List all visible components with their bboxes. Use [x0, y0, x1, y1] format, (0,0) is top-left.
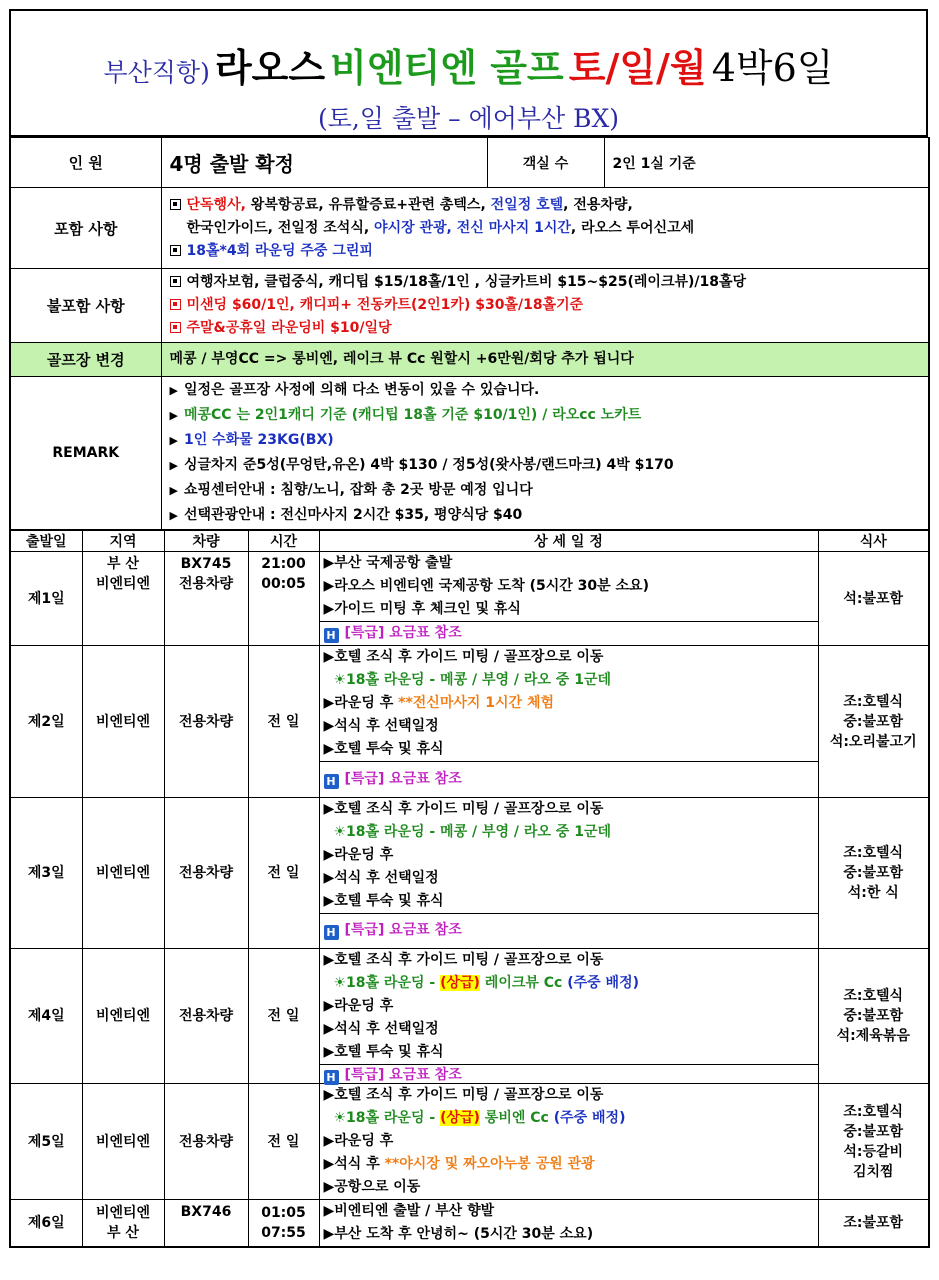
schedule-row	[10, 949, 929, 1084]
detail-line: ▶호텔 조식 후 가이드 미팅 / 골프장으로 이동	[323, 1087, 604, 1103]
region-cell: 비엔티엔 부 산	[82, 1200, 164, 1248]
arrow-icon: ▶	[169, 434, 178, 447]
vehicle-cell	[164, 552, 248, 646]
title-box	[9, 9, 928, 137]
meals-cell: 조:호텔식 중:불포함 석:오리불고기	[818, 646, 929, 798]
header-time: 시간	[248, 531, 319, 552]
included-text: , 전용차량,	[563, 196, 633, 213]
detail-line: ▶석식 후 **야시장 및 짜오아누봉 공원 관광	[323, 1156, 595, 1172]
time-text: 21:00	[261, 556, 306, 572]
detail-line: ▶라운딩 후	[323, 1133, 394, 1149]
meals-cell: 조:호텔식 중:불포함 석:한 식	[818, 798, 929, 949]
meals-cell: 석:불포함	[818, 552, 929, 646]
arrow-icon: ▶	[169, 509, 178, 522]
schedule-row	[10, 1084, 929, 1200]
info-table	[9, 137, 930, 530]
golf-change-row	[10, 343, 929, 377]
time-cell: 01:05 07:55	[248, 1200, 319, 1248]
region-cell: 비엔티엔	[82, 949, 164, 1084]
remark-label: REMARK	[10, 377, 161, 530]
region-cell: 비엔티엔	[82, 1084, 164, 1200]
detail-line: ▶공항으로 이동	[323, 1179, 421, 1195]
vehicle-cell: 전용차량	[164, 646, 248, 798]
arrow-icon: ▶	[169, 384, 178, 397]
arrow-icon: ▶	[169, 409, 178, 422]
day-cell: 제5일	[10, 1084, 82, 1200]
special-note: H [특급] 요금표 참조	[320, 913, 818, 947]
itinerary-document	[9, 9, 928, 1248]
region-cell: 비엔티엔	[82, 646, 164, 798]
checkbox-icon	[170, 199, 181, 210]
special-note: H [특급] 요금표 참조	[320, 761, 818, 796]
excluded-row	[10, 269, 929, 343]
detail-line: ▶호텔 조식 후 가이드 미팅 / 골프장으로 이동	[323, 649, 604, 665]
detail-line: ▶비엔티엔 출발 / 부산 향발	[323, 1203, 495, 1219]
room-value: 2인 1실 기준	[604, 138, 929, 188]
schedule-row	[10, 646, 929, 798]
title-city: 비엔티엔 골프	[330, 45, 564, 90]
header-date: 출발일	[10, 531, 82, 552]
detail-line: ▶석식 후 선택일정	[323, 1021, 439, 1037]
region-text: 부 산	[107, 556, 139, 572]
meals-cell: 조:호텔식 중:불포함 석:등갈비 김치찜	[818, 1084, 929, 1200]
detail-line: ☀18홀 라운딩 - (상급) 레이크뷰 Cc (주중 배정)	[333, 975, 639, 991]
detail-line: ▶호텔 투숙 및 휴식	[323, 741, 444, 757]
excluded-label: 불포함 사항	[10, 269, 161, 343]
detail-line: ▶부산 국제공항 출발	[323, 555, 453, 571]
included-text: 야시장 관광, 전신 마사지 1시간	[374, 219, 571, 236]
detail-line: ▶호텔 투숙 및 휴식	[323, 1044, 444, 1060]
schedule-header	[10, 531, 929, 552]
included-text: 한국인가이드, 전일정 조석식,	[186, 219, 375, 236]
time-cell: 전 일	[248, 1084, 319, 1200]
hotel-icon: H	[324, 628, 339, 643]
included-content	[161, 188, 929, 269]
day-cell: 제4일	[10, 949, 82, 1084]
day-cell: 제2일	[10, 646, 82, 798]
detail-line: ▶라운딩 후 **전신마사지 1시간 체험	[323, 695, 554, 711]
title-duration: 4박6일	[711, 46, 834, 90]
remark-text: 쇼핑센터안내 : 침향/노니, 잡화 총 2곳 방문 예정 입니다	[183, 482, 533, 498]
checkbox-icon	[170, 245, 181, 256]
arrow-icon: ▶	[169, 484, 178, 497]
hotel-icon: H	[324, 925, 339, 940]
header-meals: 식사	[818, 531, 929, 552]
page-title	[11, 37, 926, 92]
vehicle-text: BX745	[180, 556, 232, 572]
time-cell: 전 일	[248, 646, 319, 798]
detail-cell	[319, 949, 818, 1084]
people-label: 인 원	[10, 138, 161, 188]
meals-cell: 조:불포함	[818, 1200, 929, 1248]
time-cell	[248, 552, 319, 646]
people-value: 4명 출발 확정	[161, 138, 487, 188]
included-text: 단독행사,	[186, 196, 246, 213]
included-text: 전일정 호텔	[490, 196, 564, 213]
detail-line: ☀18홀 라운딩 - (상급) 롱비엔 Cc (주중 배정)	[333, 1110, 626, 1126]
hotel-icon: H	[324, 774, 339, 789]
remark-text: 1인 수화물 23KG(BX)	[183, 432, 334, 448]
remark-text: 일정은 골프장 사정에 의해 다소 변동이 있을 수 있습니다.	[183, 382, 540, 398]
arrow-icon: ▶	[169, 459, 178, 472]
detail-line: ▶석식 후 선택일정	[323, 718, 439, 734]
vehicle-text: 전용차량	[178, 576, 234, 592]
special-note: H [특급] 요금표 참조	[320, 1064, 818, 1082]
included-text: 왕복항공료, 유류할증료+관련 총텍스,	[245, 196, 491, 213]
detail-line: ▶부산 도착 후 안녕히~ (5시간 30분 소요)	[323, 1226, 594, 1242]
region-cell	[82, 552, 164, 646]
time-text: 00:05	[261, 576, 306, 592]
included-row	[10, 188, 929, 269]
meals-cell: 조:호텔식 중:불포함 석:제육볶음	[818, 949, 929, 1084]
vehicle-cell: 전용차량	[164, 949, 248, 1084]
detail-line: ▶호텔 조식 후 가이드 미팅 / 골프장으로 이동	[323, 952, 604, 968]
included-label: 포함 사항	[10, 188, 161, 269]
people-row	[10, 138, 929, 188]
included-text: 18홀*4회 라운딩 주중 그린피	[186, 242, 373, 259]
checkbox-icon	[170, 276, 181, 287]
time-cell: 전 일	[248, 949, 319, 1084]
vehicle-cell: 전용차량	[164, 798, 248, 949]
remark-text: 메콩CC 는 2인1캐디 기준 (캐디팁 18홀 기준 $10/1인) / 라오cc 노카트	[183, 407, 642, 423]
detail-cell	[319, 1200, 818, 1248]
header-vehicle: 차량	[164, 531, 248, 552]
remark-row	[10, 377, 929, 530]
schedule-row	[10, 798, 929, 949]
detail-cell	[319, 646, 818, 798]
golf-change-value: 메콩 / 부영CC => 롱비엔, 레이크 뷰 Cc 원할시 +6만원/회당 추가 됩니다	[161, 343, 929, 377]
header-detail: 상 세 일 정	[319, 531, 818, 552]
included-text: , 라오스 투어신고세	[570, 219, 695, 236]
time-cell: 전 일	[248, 798, 319, 949]
page-subtitle: (토,일 출발 – 에어부산 BX)	[317, 104, 620, 133]
detail-line: ▶라운딩 후	[323, 847, 394, 863]
detail-line: ☀18홀 라운딩 - 메콩 / 부영 / 라오 중 1군데	[333, 824, 611, 840]
vehicle-cell: 전용차량	[164, 1084, 248, 1200]
schedule-row	[10, 1200, 929, 1248]
room-label: 객실 수	[487, 138, 604, 188]
schedule-row	[10, 552, 929, 646]
day-cell: 제3일	[10, 798, 82, 949]
detail-cell	[319, 1084, 818, 1200]
remark-text: 선택관광안내 : 전신마사지 2시간 $35, 평양식당 $40	[183, 507, 523, 523]
detail-cell	[319, 552, 818, 646]
excluded-text: 주말&공휴일 라운딩비 $10/일당	[186, 320, 392, 336]
excluded-content	[161, 269, 929, 343]
detail-line: ▶석식 후 선택일정	[323, 870, 439, 886]
day-cell: 제1일	[10, 552, 82, 646]
title-prefix: 부산직항)	[103, 58, 210, 87]
title-country: 라오스	[214, 45, 326, 90]
region-cell: 비엔티엔	[82, 798, 164, 949]
detail-line: ☀18홀 라운딩 - 메콩 / 부영 / 라오 중 1군데	[333, 672, 611, 688]
schedule-table	[9, 530, 930, 1248]
detail-line: ▶호텔 투숙 및 휴식	[323, 893, 444, 909]
header-region: 지역	[82, 531, 164, 552]
detail-cell	[319, 798, 818, 949]
checkbox-icon	[170, 299, 181, 310]
special-note: H [특급] 요금표 참조	[320, 621, 818, 645]
excluded-text: 여행자보험, 클럽중식, 캐디팁 $15/18홀/1인 , 싱글카트비 $15~$25(레이크뷰)/18홀당	[186, 274, 747, 290]
hotel-icon: H	[324, 1070, 339, 1085]
title-days: 토/일/월	[568, 45, 707, 90]
detail-line: ▶호텔 조식 후 가이드 미팅 / 골프장으로 이동	[323, 801, 604, 817]
region-text: 비엔티엔	[95, 576, 151, 592]
remark-content	[161, 377, 929, 530]
excluded-text: 미샌딩 $60/1인, 캐디피+ 전동카트(2인1카) $30홀/18홀기준	[186, 297, 584, 313]
checkbox-icon	[170, 322, 181, 333]
detail-line: ▶라운딩 후	[323, 998, 394, 1014]
vehicle-cell: BX746	[164, 1200, 248, 1248]
detail-line: ▶가이드 미팅 후 체크인 및 휴식	[323, 601, 521, 617]
golf-change-label: 골프장 변경	[10, 343, 161, 377]
day-cell: 제6일	[10, 1200, 82, 1248]
remark-text: 싱글차지 준5성(무엉탄,유온) 4박 $130 / 정5성(왓사봉/랜드마크) 4박 $170	[183, 457, 674, 473]
detail-line: ▶라오스 비엔티엔 국제공항 도착 (5시간 30분 소요)	[323, 578, 649, 594]
